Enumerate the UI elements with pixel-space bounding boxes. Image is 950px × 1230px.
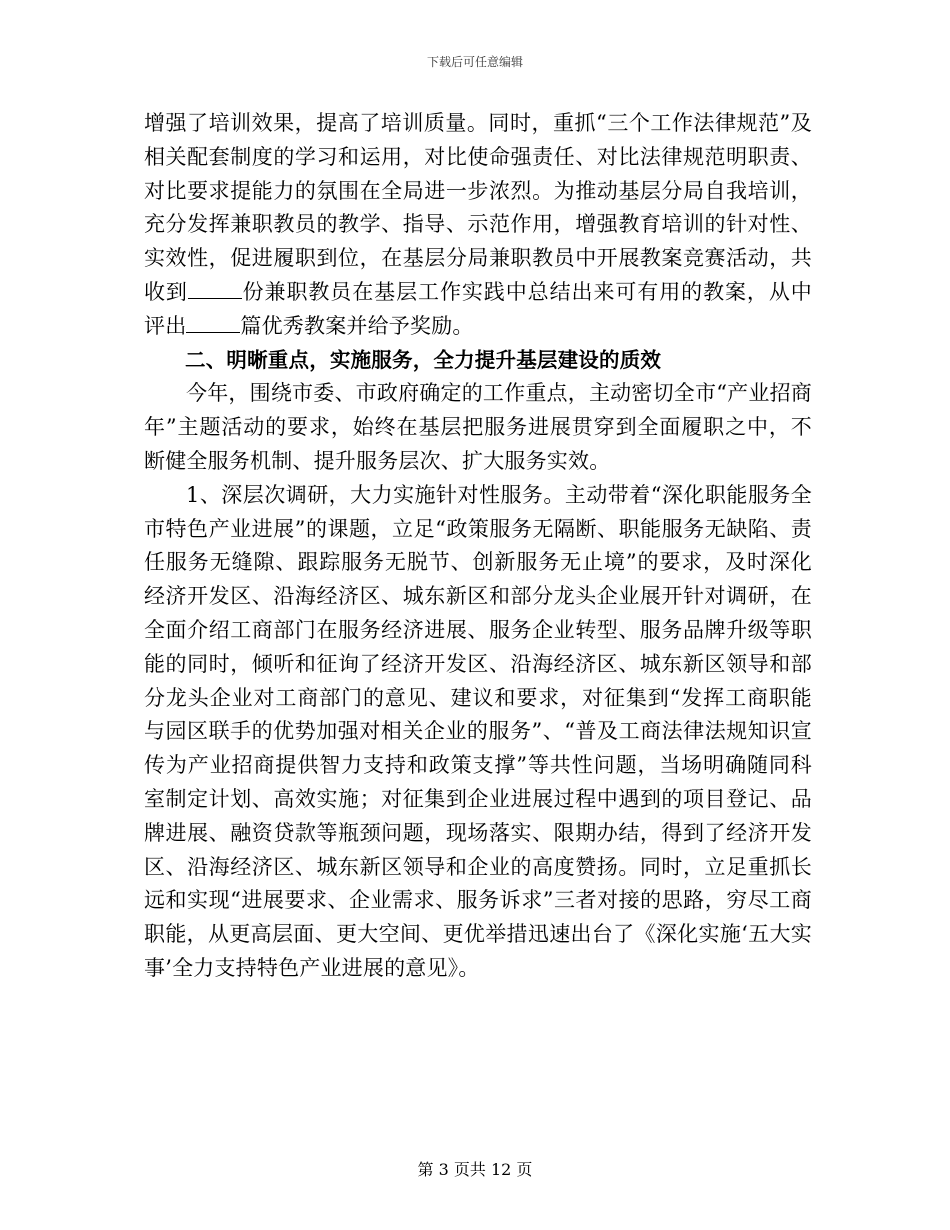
paragraph-research: 1、深层次调研，大力实施针对性服务。主动带着“深化职能服务全市特色产业进展”的课题，立足“政策服务无隔断、职能服务无缺陷、责任服务无缝隙、跟踪服务无脱节、创新服务无止境”的要求，及时深化经济开发区、沿海经济区、城东新区和部分龙头企业展开针对调研，在全面介绍工商部门在服务经济进展、服务企业转型、服务品牌升级等职能的同时，倾听和征询了经济开发区、沿海经济区、城东新区领导和部分龙头企业对工商部门的意见、建议和要求，对征集到“发挥工商职能与园区联手的优势加强对相关企业的服务”、“普及工商法律法规知识宣传为产业招商提供智力支持和政策支撑”等共性问题，当场明确随同科室制定计划、高效实施；对征集到企业进展过程中遇到的项目登记、品牌进展、融资贷款等瓶颈问题，现场落实、限期办结，得到了经济开发区、沿海经济区、城东新区领导和企业的高度赞扬。同时，立足重抓长远和实现“进展要求、企业需求、服务诉求”三者对接的思路，穷尽工商职能，从更高层面、更大空间、更优举措迅速出台了《深化实施‘五大实事’全力支持特色产业进展的意见》。 xyxy=(144,482,812,980)
section-heading-2: 二、明晰重点，实施服务，全力提升基层建设的质效 xyxy=(185,347,662,372)
document-body xyxy=(144,107,812,986)
paragraph-training-part1: 增强了培训效果，提高了培训质量。同时，重抓“三个工作法律规范”及相关配套制度的学习和运用，对比使命强责任、对比法律规范明职责、对比要求提能力的氛围在全局进一步浓烈。为推动基层分局自我培训，充分发挥兼职教员的教学、指导、示范作用，增强教育培训的针对性、实效性，促进履职到位，在基层分局兼职教员中开展教案竞赛活动，共收到 xyxy=(144,111,812,304)
paragraph-training-part3: 篇优秀教案并给予奖励。 xyxy=(240,313,474,338)
page-number-footer: 第 3 页共 12 页 xyxy=(417,1160,533,1179)
blank-fill-awards xyxy=(186,314,240,333)
paragraph-training-part2: 份兼职教员在基层工作实践中总结出来可有用的教案，从中评出 xyxy=(144,279,812,338)
paragraph-intro: 今年，围绕市委、市政府确定的工作重点，主动密切全市“产业招商年”主题活动的要求，始终在基层把服务进展贯穿到全面履职之中，不断健全服务机制、提升服务层次、扩大服务实效。 xyxy=(144,381,812,473)
blank-fill-count xyxy=(188,280,242,299)
page-header-note: 下载后可任意编辑 xyxy=(426,55,523,69)
paragraph-training xyxy=(144,107,812,344)
